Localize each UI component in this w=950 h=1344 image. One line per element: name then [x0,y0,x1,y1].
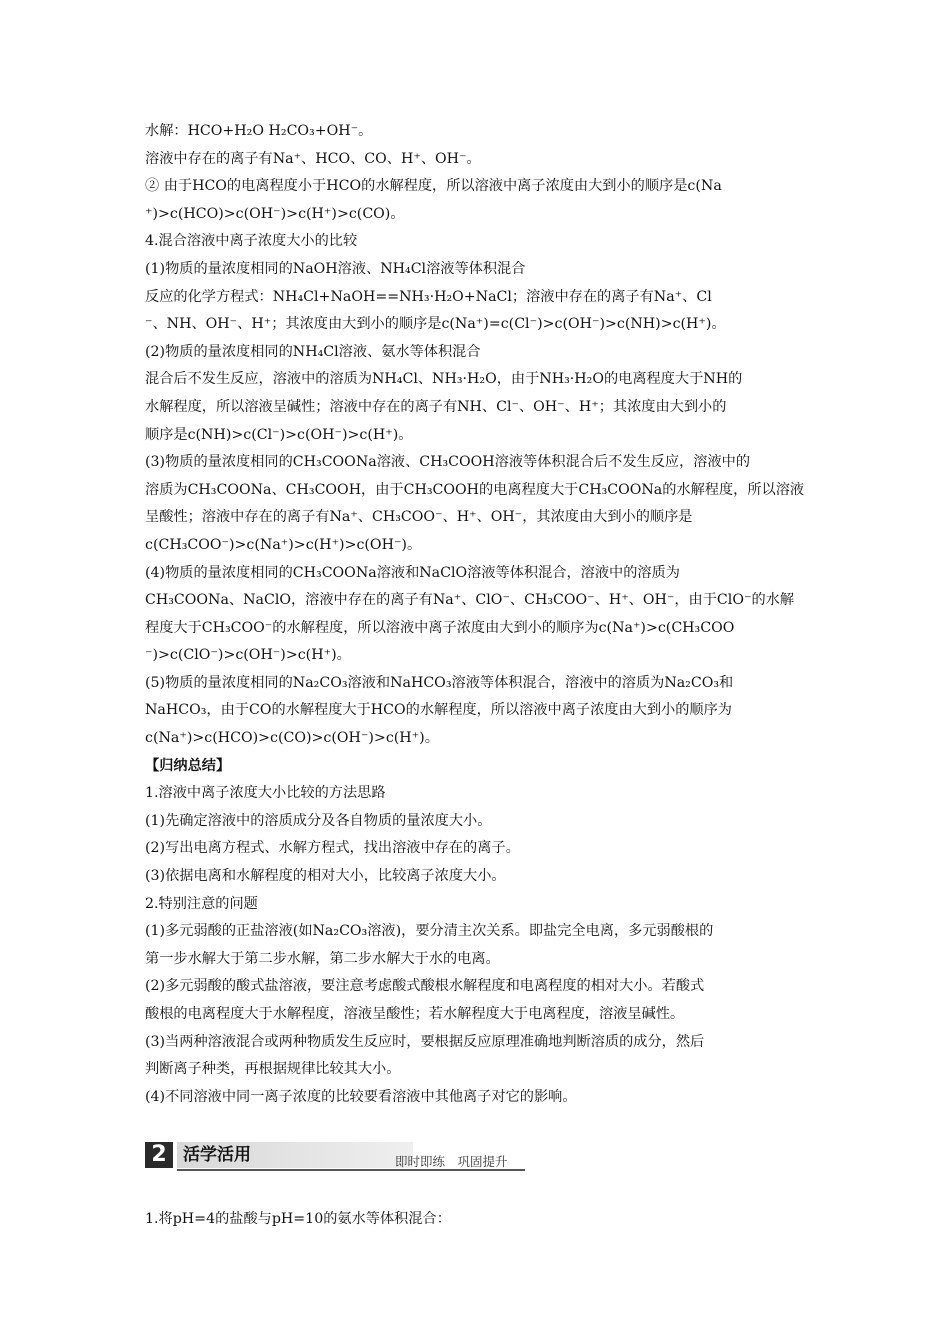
text-line: 2.特别注意的问题 [145,895,258,912]
text-line: c(Na⁺)>c(HCO)>c(CO)>c(OH⁻)>c(H⁺)。 [145,730,439,747]
text-line: 1.溶液中离子浓度大小比较的方法思路 [145,785,386,802]
text-line: (4)不同溶液中同一离子浓度的比较要看溶液中其他离子对它的影响。 [145,1088,577,1105]
text-line: 水解：HCO+H₂O H₂CO₃+OH⁻。 [145,123,373,139]
text-line: 水解程度，所以溶液呈碱性；溶液中存在的离子有NH、Cl⁻、OH⁻、H⁺；其浓度由大到小的 [145,398,727,415]
text-line: CH₃COONa、NaClO，溶液中存在的离子有Na⁺、ClO⁻、CH₃COO⁻、H⁺、OH⁻，由于ClO⁻的水解 [145,592,795,609]
text-line: (2)多元弱酸的酸式盐溶液，要注意考虑酸式酸根水解程度和电离程度的相对大小。若酸式 [145,978,705,995]
text-line: NaHCO₃，由于CO的水解程度大于HCO的水解程度，所以溶液中离子浓度由大到小的顺序为 [145,702,732,719]
text-line: (2)物质的量浓度相同的NH₄Cl溶液、氨水等体积混合 [145,343,481,360]
text-line: ⁺)>c(HCO)>c(OH⁻)>c(H⁺)>c(CO)。 [145,205,405,222]
text-line: 溶液中存在的离子有Na⁺、HCO、CO、H⁺、OH⁻。 [145,150,481,167]
text-line: (4)物质的量浓度相同的CH₃COONa溶液和NaClO溶液等体积混合，溶液中的溶质为 [145,564,680,581]
text-line: 判断离子种类，再根据规律比较其大小。 [145,1061,401,1078]
text-line: 酸根的电离程度大于水解程度，溶液呈酸性；若水解程度大于电离程度，溶液呈碱性。 [145,1006,685,1022]
text-line: (2)写出电离方程式、水解方程式，找出溶液中存在的离子。 [145,840,520,857]
text-line: (3)物质的量浓度相同的CH₃COONa溶液、CH₃COOH溶液等体积混合后不发生反应，溶液中的 [145,454,751,471]
text-line: ② 由于HCO的电离程度小于HCO的水解程度，所以溶液中离子浓度由大到小的顺序是c(Na [145,178,722,195]
text-line: 程度大于CH₃COO⁻的水解程度，所以溶液中离子浓度由大到小的顺序为c(Na⁺)>c(CH₃COO [145,619,735,636]
text-line: (1)物质的量浓度相同的NaOH溶液、NH₄Cl溶液等体积混合 [145,260,526,277]
text-line: ⁻、NH、OH⁻、H⁺；其浓度由大到小的顺序是c(Na⁺)=c(Cl⁻)>c(OH⁻)>c(NH)>c(H⁺)。 [145,316,726,333]
section-heading: 4.混合溶液中离子浓度大小的比较 [145,233,358,250]
summary-heading: 【归纳总结】 [145,757,231,774]
text-line: (5)物质的量浓度相同的Na₂CO₃溶液和NaHCO₃溶液等体积混合，溶液中的溶质为Na₂CO₃和 [145,674,734,691]
text-line: (1)多元弱酸的正盐溶液(如Na₂CO₃溶液)，要分清主次关系。即盐完全电离，多元弱酸根的 [145,923,714,940]
section-number-badge: 2 [145,1142,173,1168]
content-body [145,118,810,1111]
text-line: 溶质为CH₃COONa、CH₃COOH，由于CH₃COOH的电离程度大于CH₃COONa的水解程度，所以溶液 [145,481,805,498]
text-line: 呈酸性；溶液中存在的离子有Na⁺、CH₃COO⁻、H⁺、OH⁻，其浓度由大到小的顺序是 [145,509,693,526]
section-subtitle: 即时即练 巩固提升 [395,1154,508,1169]
text-line: (3)依据电离和水解程度的相对大小，比较离子浓度大小。 [145,868,506,885]
text-line: (3)当两种溶液混合或两种物质发生反应时，要根据反应原理准确地判断溶质的成分，然后 [145,1033,705,1050]
text-line: c(CH₃COO⁻)>c(Na⁺)>c(H⁺)>c(OH⁻)。 [145,536,422,553]
section-title: 活学活用 [177,1142,413,1168]
text-line: 反应的化学方程式：NH₄Cl+NaOH==NH₃·H₂O+NaCl；溶液中存在的离子有Na⁺、Cl [145,288,712,305]
section-banner [145,1142,525,1172]
text-line: 顺序是c(NH)>c(Cl⁻)>c(OH⁻)>c(H⁺)。 [145,426,413,443]
text-line: 第一步水解大于第二步水解，第二步水解大于水的电离。 [145,950,500,967]
text-line: (1)先确定溶液中的溶质成分及各自物质的量浓度大小。 [145,812,492,829]
text-line: ⁻)>c(ClO⁻)>c(OH⁻)>c(H⁺)。 [145,647,351,664]
text-line: 混合后不发生反应，溶液中的溶质为NH₄Cl、NH₃·H₂O，由于NH₃·H₂O的电离程度大于NH的 [145,371,743,388]
exercise-question: 1.将pH=4的盐酸与pH=10的氨水等体积混合： [145,1211,451,1228]
